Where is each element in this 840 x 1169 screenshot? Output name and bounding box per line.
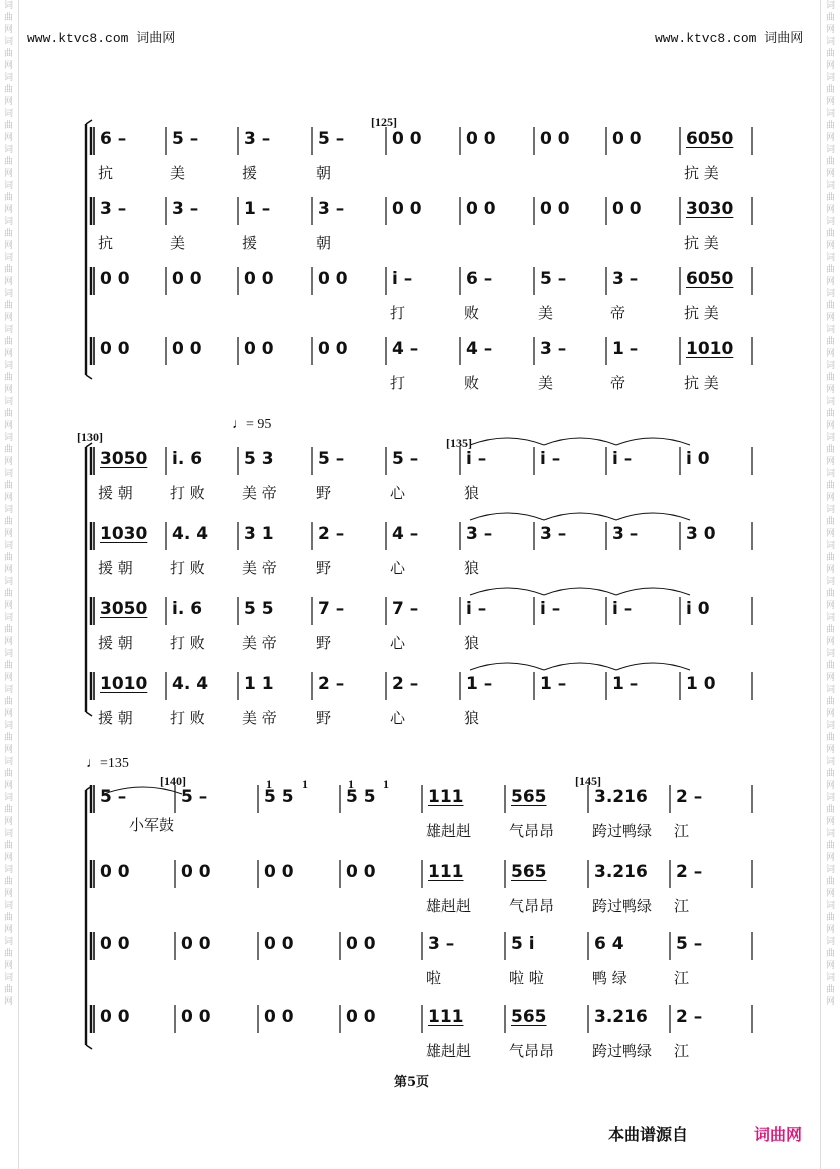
note-measure: 0 0 <box>392 129 422 149</box>
note-measure: 3 – <box>100 199 127 219</box>
note-measure: 6 4 <box>594 934 624 954</box>
bar-number: [145] <box>575 774 601 788</box>
note-measure: i – <box>612 599 633 619</box>
lyric: 江 <box>674 897 690 915</box>
lyric: 心 <box>390 559 406 577</box>
note-measure: 2 – <box>392 674 419 694</box>
lyric: 江 <box>674 1042 690 1060</box>
instrument-label: 小军鼓 <box>129 816 175 834</box>
note-measure: 2 – <box>676 1007 703 1027</box>
lyric: 狼 <box>464 634 480 652</box>
note-measure: 5 – <box>172 129 199 149</box>
lyric: 狼 <box>464 484 480 502</box>
note-measure: 1 – <box>612 674 639 694</box>
note-measure: 1 – <box>466 674 493 694</box>
note-measure: i 0 <box>686 599 710 619</box>
note-measure: 0 0 <box>100 339 130 359</box>
tie-arc <box>470 438 544 445</box>
system-bracket-bottom <box>86 375 92 379</box>
bar-number: [135] <box>446 436 472 450</box>
note-measure: 0 0 <box>540 199 570 219</box>
lyric: 雄赳赳 <box>426 897 472 915</box>
note-measure: 3 – <box>540 339 567 359</box>
watermark-left: 词曲网 词曲网 词曲网 词曲网 词曲网 词曲网 词曲网 词曲网 词曲网 词曲网 词曲网 词曲网 词曲网 词曲网 词曲网 词曲网 词曲网 词曲网 词曲网 词曲网 词曲网 词曲网 词曲网 词曲网 词曲网 词曲网 词曲网 词曲网 <box>4 1 14 1007</box>
lyric: 打 败 <box>170 634 205 652</box>
note-measure: i. 6 <box>172 599 203 619</box>
note-measure: 4. 4 <box>172 524 209 544</box>
note-measure: 3 – <box>318 199 345 219</box>
note-measure: 5 3 <box>244 449 274 469</box>
note-measure: 0 0 <box>346 862 376 882</box>
note-measure: 2 – <box>318 524 345 544</box>
lyric: 气昂昂 <box>509 897 555 915</box>
note-measure: 1 0 <box>686 674 716 694</box>
lyric: 心 <box>390 709 406 727</box>
note-measure: 5 – <box>676 934 703 954</box>
tie-arc <box>616 513 690 520</box>
lyric: 败 <box>464 374 480 392</box>
note-measure: 3050 <box>100 449 148 469</box>
note-measure: 0 0 <box>318 339 348 359</box>
note-measure: 0 0 <box>100 862 130 882</box>
note-measure: 5 5 <box>244 599 274 619</box>
lyric: 帝 <box>610 304 626 322</box>
lyric: 援 朝 <box>98 709 133 727</box>
note-measure: 565 <box>511 1007 547 1027</box>
note-measure: i – <box>466 449 487 469</box>
note-measure: 111 <box>428 1007 464 1027</box>
note-measure: 0 0 <box>392 199 422 219</box>
lyric: 美 帝 <box>242 634 277 652</box>
note-measure: 0 0 <box>612 199 642 219</box>
lyric: 打 <box>390 374 406 392</box>
note-measure: 3050 <box>100 599 148 619</box>
brand-logo[interactable]: 词曲网 <box>754 1125 803 1144</box>
note-measure: 0 0 <box>172 339 202 359</box>
bar-number: [130] <box>77 430 103 444</box>
lyric: 气昂昂 <box>509 822 555 840</box>
header-site-right[interactable]: 词曲网 <box>764 31 804 46</box>
note-measure: i – <box>392 269 413 289</box>
note-measure: 1 – <box>540 674 567 694</box>
watermark-right: 词曲网 词曲网 词曲网 词曲网 词曲网 词曲网 词曲网 词曲网 词曲网 词曲网 词曲网 词曲网 词曲网 词曲网 词曲网 词曲网 词曲网 词曲网 词曲网 词曲网 词曲网 词曲网 词曲网 词曲网 词曲网 词曲网 词曲网 词曲网 <box>826 1 836 1007</box>
note-measure: 3030 <box>686 199 734 219</box>
lyric: 援 朝 <box>98 484 133 502</box>
note-measure: 0 0 <box>181 934 211 954</box>
note-measure: 3 – <box>428 934 455 954</box>
lyric: 野 <box>316 634 332 652</box>
accent-mark: 1 <box>266 777 272 791</box>
accent-mark: 1 <box>348 777 354 791</box>
lyric: 抗 <box>98 234 114 252</box>
lyric: 心 <box>390 634 406 652</box>
note-measure: 3 – <box>172 199 199 219</box>
tie-arc <box>544 663 616 670</box>
note-measure: 4 – <box>392 524 419 544</box>
note-measure: 5 – <box>181 787 208 807</box>
tie-arc <box>616 438 690 445</box>
tempo-mark-95: ♩= 95 <box>232 417 272 432</box>
note-measure: 1 – <box>612 339 639 359</box>
note-measure: 0 0 <box>540 129 570 149</box>
system-bracket-top <box>86 120 92 124</box>
note-measure: 0 0 <box>264 1007 294 1027</box>
lyric: 美 <box>538 374 554 392</box>
note-measure: i. 6 <box>172 449 203 469</box>
lyric: 野 <box>316 559 332 577</box>
note-measure: 6050 <box>686 129 734 149</box>
note-measure: i – <box>466 599 487 619</box>
lyric: 美 帝 <box>242 559 277 577</box>
note-measure: 0 0 <box>100 1007 130 1027</box>
lyric: 野 <box>316 484 332 502</box>
lyric: 跨过鸭绿 <box>592 822 653 840</box>
note-measure: 3 – <box>466 524 493 544</box>
note-measure: 0 0 <box>181 862 211 882</box>
note-measure: 1010 <box>100 674 148 694</box>
tie-arc <box>470 588 544 595</box>
note-measure: 5 – <box>392 449 419 469</box>
lyric: 狼 <box>464 559 480 577</box>
note-measure: 7 – <box>392 599 419 619</box>
note-measure: 3 1 <box>244 524 274 544</box>
lyric: 援 朝 <box>98 559 133 577</box>
note-measure: 7 – <box>318 599 345 619</box>
note-measure: 0 0 <box>466 129 496 149</box>
lyric: 狼 <box>464 709 480 727</box>
lyric: 野 <box>316 709 332 727</box>
note-measure: 5 – <box>100 787 127 807</box>
note-measure: 4. 4 <box>172 674 209 694</box>
note-measure: i – <box>612 449 633 469</box>
lyric: 心 <box>390 484 406 502</box>
note-measure: 0 0 <box>346 934 376 954</box>
note-measure: 5 – <box>540 269 567 289</box>
note-measure: 0 0 <box>264 934 294 954</box>
tie-arc <box>616 663 690 670</box>
note-measure: i – <box>540 449 561 469</box>
system-bracket-bottom <box>86 1045 92 1049</box>
lyric: 败 <box>464 304 480 322</box>
page-number: 第5页 <box>394 1075 430 1090</box>
note-measure: 2 – <box>676 862 703 882</box>
lyric: 气昂昂 <box>509 1042 555 1060</box>
note-measure: 0 0 <box>244 269 274 289</box>
bar-number: [125] <box>371 115 397 129</box>
note-measure: 6050 <box>686 269 734 289</box>
note-measure: 4 – <box>392 339 419 359</box>
note-measure: 0 0 <box>466 199 496 219</box>
header-url-right[interactable]: www.ktvc8.com <box>655 31 757 46</box>
lyric: 美 帝 <box>242 484 277 502</box>
note-measure: 0 0 <box>181 1007 211 1027</box>
note-measure: 111 <box>428 862 464 882</box>
lyric: 江 <box>674 822 690 840</box>
tie-arc <box>544 588 616 595</box>
lyric: 抗 美 <box>684 234 719 252</box>
bar-number: [140] <box>160 774 186 788</box>
note-measure: 2 – <box>318 674 345 694</box>
note-measure: 5 5 <box>264 787 294 807</box>
lyric: 美 帝 <box>242 709 277 727</box>
note-measure: 3.216 <box>594 1007 648 1027</box>
note-measure: 3 – <box>540 524 567 544</box>
note-measure: 5 5 <box>346 787 376 807</box>
note-measure: 5 – <box>318 449 345 469</box>
header-url-left[interactable]: www.ktvc8.com <box>27 31 129 46</box>
note-measure: 3 – <box>612 269 639 289</box>
note-measure: 0 0 <box>264 862 294 882</box>
note-measure: 0 0 <box>346 1007 376 1027</box>
lyric: 跨过鸭绿 <box>592 1042 653 1060</box>
lyric: 帝 <box>610 374 626 392</box>
note-measure: i – <box>540 599 561 619</box>
lyric: 雄赳赳 <box>426 1042 472 1060</box>
lyric: 鸭 绿 <box>592 969 627 987</box>
accent-mark: 1 <box>302 777 308 791</box>
lyric: 抗 美 <box>684 374 719 392</box>
tie-arc <box>544 438 616 445</box>
note-measure: 0 0 <box>100 269 130 289</box>
system-bracket-bottom <box>86 712 92 716</box>
tie-arc <box>470 513 544 520</box>
note-measure: 565 <box>511 862 547 882</box>
lyric: 援 <box>242 234 258 252</box>
lyric: 援 朝 <box>98 634 133 652</box>
note-measure: 0 0 <box>172 269 202 289</box>
lyric: 朝 <box>316 164 332 182</box>
lyric: 抗 美 <box>684 304 719 322</box>
note-measure: 3.216 <box>594 862 648 882</box>
note-measure: 5 – <box>318 129 345 149</box>
note-measure: 6 – <box>100 129 127 149</box>
note-measure: 565 <box>511 787 547 807</box>
note-measure: 111 <box>428 787 464 807</box>
lyric: 援 <box>242 164 258 182</box>
note-measure: 0 0 <box>100 934 130 954</box>
lyric: 啦 <box>426 969 442 987</box>
lyric: 打 <box>390 304 406 322</box>
note-measure: 1030 <box>100 524 148 544</box>
lyric: 抗 美 <box>684 164 719 182</box>
tie-arc <box>616 588 690 595</box>
note-measure: 5 i <box>511 934 535 954</box>
lyric: 江 <box>674 969 690 987</box>
lyric: 美 <box>538 304 554 322</box>
note-measure: 4 – <box>466 339 493 359</box>
note-measure: 3 0 <box>686 524 716 544</box>
lyric: 雄赳赳 <box>426 822 472 840</box>
source-label: 本曲谱源自 <box>608 1125 689 1144</box>
lyric: 打 败 <box>170 484 205 502</box>
lyric: 美 <box>170 234 186 252</box>
note-measure: 1 – <box>244 199 271 219</box>
note-measure: 1010 <box>686 339 734 359</box>
lyric: 朝 <box>316 234 332 252</box>
lyric: 打 败 <box>170 559 205 577</box>
lyric: 美 <box>170 164 186 182</box>
note-measure: 3 – <box>244 129 271 149</box>
note-measure: 0 0 <box>244 339 274 359</box>
note-measure: 3 – <box>612 524 639 544</box>
note-measure: 1 1 <box>244 674 274 694</box>
lyric: 啦 啦 <box>509 969 544 987</box>
note-measure: 0 0 <box>318 269 348 289</box>
note-measure: i 0 <box>686 449 710 469</box>
note-measure: 2 – <box>676 787 703 807</box>
accent-mark: 1 <box>383 777 389 791</box>
header-site-left[interactable]: 词曲网 <box>136 31 176 46</box>
lyric: 跨过鸭绿 <box>592 897 653 915</box>
tempo-mark-135: ♩=135 <box>86 756 129 771</box>
lyric: 打 败 <box>170 709 205 727</box>
tie-arc <box>544 513 616 520</box>
note-measure: 0 0 <box>612 129 642 149</box>
tie-arc <box>470 663 544 670</box>
note-measure: 3.216 <box>594 787 648 807</box>
note-measure: 6 – <box>466 269 493 289</box>
lyric: 抗 <box>98 164 114 182</box>
